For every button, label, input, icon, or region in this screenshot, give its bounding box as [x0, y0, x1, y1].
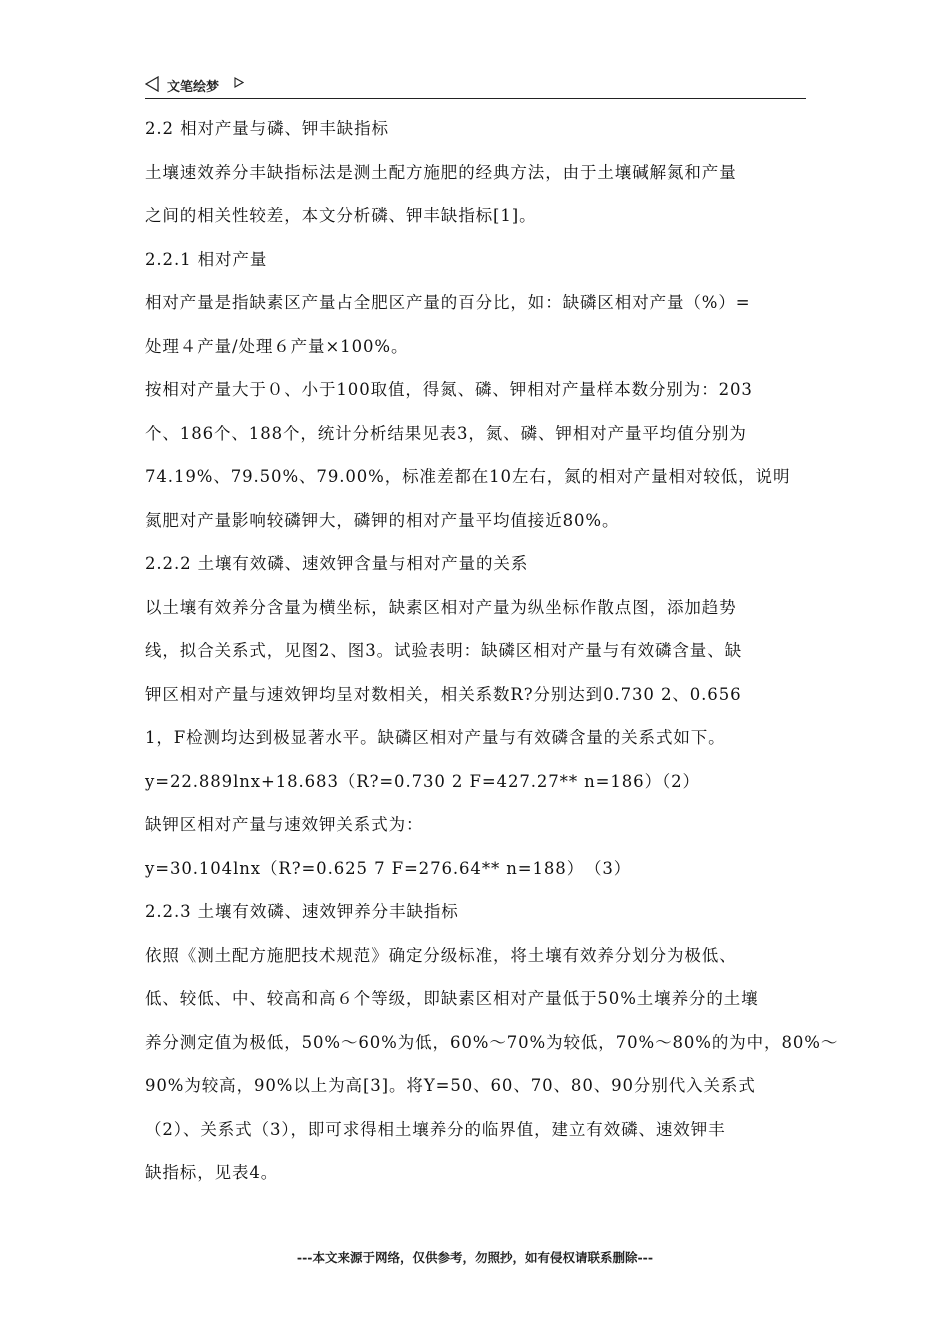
brand-name: 文笔绘梦 [167, 80, 220, 95]
document-body [145, 112, 839, 1200]
text-line: 之间的相关性较差，本文分析磷、钾丰缺指标[1]。 [145, 206, 537, 225]
text-line: 90%为较高，90%以上为高[3]。将Y=50、60、70、80、90分别代入关系式 [145, 1076, 756, 1095]
subsection-heading: 2.2.1 相对产量 [145, 249, 268, 269]
text-line: 线，拟合关系式，见图2、图3。试验表明：缺磷区相对产量与有效磷含量、缺 [145, 641, 742, 660]
subsection-heading: 2.2.3 土壤有效磷、速效钾养分丰缺指标 [145, 902, 459, 921]
text-line: 以土壤有效养分含量为横坐标，缺素区相对产量为纵坐标作散点图，添加趋势 [145, 597, 737, 617]
text-line: 依照《测土配方施肥技术规范》确定分级标准，将土壤有效养分划分为极低、 [145, 945, 737, 965]
text-line: 钾区相对产量与速效钾均呈对数相关，相关系数R?分别达到0.730 2、0.656 [145, 684, 742, 704]
page-header [145, 74, 806, 99]
text-line: 个、186个、188个，统计分析结果见表3，氮、磷、钾相对产量平均值分别为 [145, 423, 747, 443]
text-line: 氮肥对产量影响较磷钾大，磷钾的相对产量平均值接近80%。 [145, 510, 620, 530]
text-line: 缺钾区相对产量与速效钾关系式为： [145, 815, 424, 834]
text-line: 相对产量是指缺素区产量占全肥区产量的百分比，如：缺磷区相对产量（%）= [145, 293, 751, 312]
text-line: 低、较低、中、较高和高６个等级，即缺素区相对产量低于50%土壤养分的土壤 [145, 989, 759, 1008]
text-line: 74.19%、79.50%、79.00%，标准差都在10左右，氮的相对产量相对较低，说明 [145, 467, 791, 486]
text-line: 养分测定值为极低，50%～60%为低，60%～70%为较低，70%～80%的为中，80%～ [145, 1032, 839, 1052]
footer-disclaimer: ---本文来源于网络，仅供参考，勿照抄，如有侵权请联系删除--- [296, 1250, 654, 1265]
text-line: 1，F检测均达到极显著水平。缺磷区相对产量与有效磷含量的关系式如下。 [145, 728, 726, 747]
triangle-left-icon [145, 76, 159, 92]
section-heading: 2.2 相对产量与磷、钾丰缺指标 [145, 119, 389, 138]
text-line: （2）、关系式（3），即可求得相土壤养分的临界值，建立有效磷、速效钾丰 [145, 1119, 726, 1139]
text-line: 缺指标，见表4。 [145, 1163, 279, 1182]
text-line: 按相对产量大于０、小于100取值，得氮、磷、钾相对产量样本数分别为：203 [145, 380, 753, 399]
triangle-right-icon [234, 77, 244, 88]
equation-line: y=22.889lnx+18.683（R?=0.730 2 F=427.27** n=186）（2） [145, 771, 700, 791]
equation-line: y=30.104lnx（R?=0.625 7 F=276.64** n=188） （3） [145, 858, 632, 878]
subsection-heading: 2.2.2 土壤有效磷、速效钾含量与相对产量的关系 [145, 554, 529, 573]
text-line: 土壤速效养分丰缺指标法是测土配方施肥的经典方法，由于土壤碱解氮和产量 [145, 162, 737, 182]
text-line: 处理４产量/处理６产量×100%。 [145, 336, 409, 356]
